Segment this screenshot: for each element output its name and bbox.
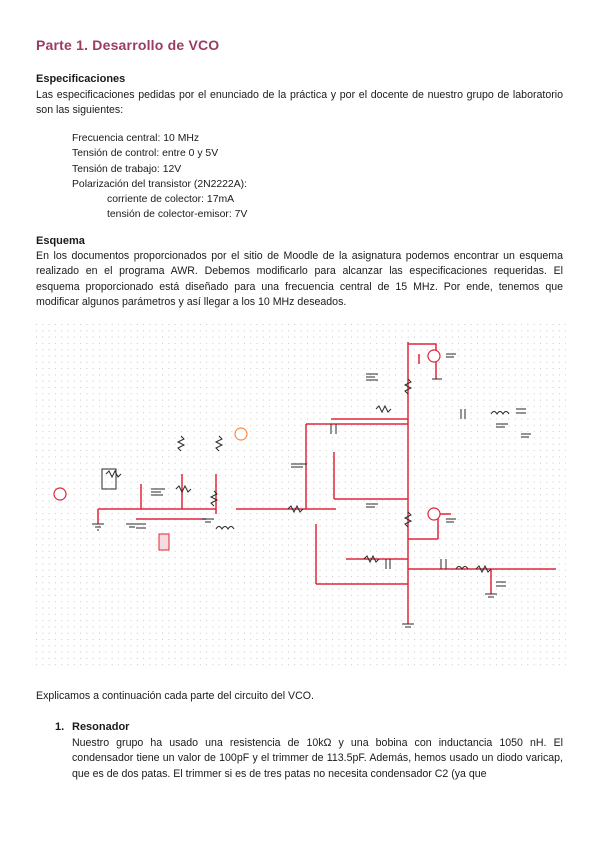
resonador-text: Nuestro grupo ha usado una resistencia de 10kΩ y una bobina con inductancia 1050 nH. El condensador tiene un valor de 100pF y el trimmer de 113.5pF. Además, hemos usado un diodo varicap, que es de dos patas. El trimmer si es de tres patas no necesita condensador C2 (ya que: [72, 737, 563, 780]
resonador-heading: Resonador: [72, 721, 130, 733]
section-title: Parte 1. Desarrollo de VCO: [36, 37, 220, 53]
list-number: 1.: [55, 721, 65, 733]
specs-intro: Las especificaciones pedidas por el enunciado de la práctica y por el docente de nuestro grupo de laboratorio son las siguientes:: [36, 89, 563, 117]
specs-list: [72, 131, 247, 223]
esquema-heading: Esquema: [36, 235, 85, 247]
spec-subline: corriente de colector: 17mA: [107, 194, 235, 206]
spec-subline: tensión de colector-emisor: 7V: [107, 209, 248, 221]
spec-line: Tensión de control: entre 0 y 5V: [72, 148, 219, 160]
vco-schematic-figure: [36, 324, 566, 669]
esquema-text: En los documentos proporcionados por el sitio de Moodle de la asignatura podemos encontrar un esquema realizado en el programa AWR. Debemos modificarlo para alcanzar las especificaciones requeridas. El esquema proporcionado está diseñado para una frecuencia central de 15 MHz. Por ende, tenemos que modificar algunos parámetros y así llegar a los 10 MHz deseados.: [36, 250, 563, 308]
schematic-grid: [36, 324, 566, 669]
spec-line: Polarización del transistor (2N2222A):: [72, 178, 247, 190]
spec-line: Frecuencia central: 10 MHz: [72, 133, 200, 144]
explain-intro: Explicamos a continuación cada parte del circuito del VCO.: [36, 690, 314, 702]
spec-line: Tensión de trabajo: 12V: [72, 163, 182, 175]
specs-heading: Especificaciones: [36, 73, 126, 85]
